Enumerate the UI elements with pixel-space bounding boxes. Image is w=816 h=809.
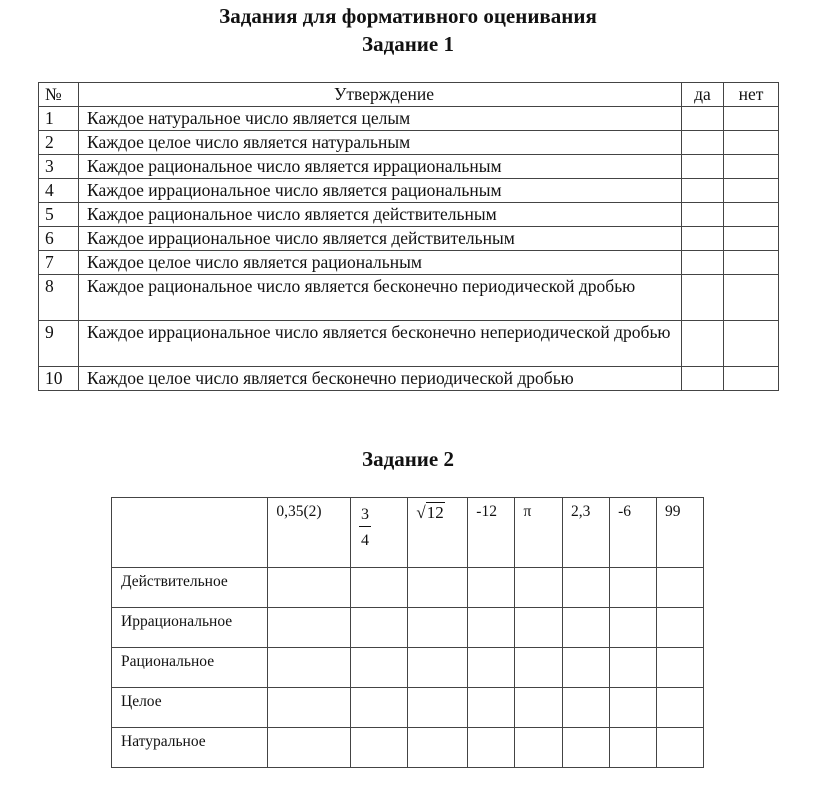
answer-cell[interactable]: [268, 608, 351, 648]
header-statement: Утверждение: [79, 83, 682, 107]
answer-cell[interactable]: [656, 648, 703, 688]
answer-cell[interactable]: [656, 728, 703, 768]
row-num: 9: [39, 321, 79, 367]
header-empty-cell: [112, 498, 268, 568]
answer-cell[interactable]: [515, 688, 563, 728]
row-statement: Каждое целое число является натуральным: [79, 131, 682, 155]
table-row: [39, 107, 779, 131]
table-header-row: [39, 83, 779, 107]
row-num: 7: [39, 251, 79, 275]
answer-yes-cell[interactable]: [682, 275, 724, 321]
header-sqrt-12: [408, 498, 468, 568]
answer-cell[interactable]: [563, 648, 610, 688]
answer-yes-cell[interactable]: [682, 251, 724, 275]
row-num: 1: [39, 107, 79, 131]
task1-table: [38, 82, 779, 391]
answer-no-cell[interactable]: [724, 131, 779, 155]
answer-cell[interactable]: [563, 688, 610, 728]
table-row: [112, 688, 704, 728]
table-row: [39, 131, 779, 155]
task2-table: [111, 497, 704, 768]
document-title: Задания для формативного оценивания: [219, 4, 597, 28]
answer-cell[interactable]: [515, 648, 563, 688]
table-row: [39, 367, 779, 391]
answer-cell[interactable]: [563, 568, 610, 608]
row-statement: Каждое иррациональное число является действительным: [79, 227, 682, 251]
row-label: Действительное: [112, 568, 268, 608]
answer-cell[interactable]: [610, 688, 657, 728]
row-num: 6: [39, 227, 79, 251]
answer-cell[interactable]: [468, 688, 515, 728]
answer-no-cell[interactable]: [724, 179, 779, 203]
row-label: Рациональное: [112, 648, 268, 688]
row-num: 10: [39, 367, 79, 391]
row-statement: Каждое рациональное число является действительным: [79, 203, 682, 227]
answer-cell[interactable]: [610, 648, 657, 688]
header-pi: π: [515, 498, 563, 568]
answer-cell[interactable]: [515, 728, 563, 768]
row-num: 3: [39, 155, 79, 179]
row-label: Натуральное: [112, 728, 268, 768]
row-statement: Каждое иррациональное число является бесконечно непериодической дробью: [79, 321, 682, 367]
answer-yes-cell[interactable]: [682, 227, 724, 251]
answer-no-cell[interactable]: [724, 227, 779, 251]
answer-cell[interactable]: [408, 568, 468, 608]
answer-yes-cell[interactable]: [682, 107, 724, 131]
answer-yes-cell[interactable]: [682, 367, 724, 391]
answer-cell[interactable]: [268, 688, 351, 728]
answer-cell[interactable]: [468, 728, 515, 768]
header-number-minus12: -12: [468, 498, 515, 568]
fraction-numerator: 3: [361, 506, 370, 523]
answer-cell[interactable]: [563, 608, 610, 648]
answer-yes-cell[interactable]: [682, 179, 724, 203]
row-statement: Каждое рациональное число является иррациональным: [79, 155, 682, 179]
row-num: 2: [39, 131, 79, 155]
answer-cell[interactable]: [468, 608, 515, 648]
answer-no-cell[interactable]: [724, 203, 779, 227]
row-num: 4: [39, 179, 79, 203]
answer-cell[interactable]: [656, 568, 703, 608]
row-statement: Каждое рациональное число является бесконечно периодической дробью: [79, 275, 682, 321]
table-row: [39, 179, 779, 203]
answer-cell[interactable]: [468, 568, 515, 608]
row-statement: Каждое целое число является бесконечно периодической дробью: [79, 367, 682, 391]
fraction-denominator: 4: [361, 532, 370, 549]
answer-cell[interactable]: [468, 648, 515, 688]
header-num: №: [39, 83, 79, 107]
answer-yes-cell[interactable]: [682, 155, 724, 179]
answer-cell[interactable]: [351, 608, 408, 648]
table-row: [39, 227, 779, 251]
table-header-row: [112, 498, 704, 568]
answer-cell[interactable]: [563, 728, 610, 768]
answer-cell[interactable]: [515, 568, 563, 608]
table-row: [39, 275, 779, 321]
row-num: 8: [39, 275, 79, 321]
table-row: [112, 648, 704, 688]
answer-cell[interactable]: [515, 608, 563, 648]
answer-cell[interactable]: [408, 608, 468, 648]
row-label: Иррациональное: [112, 608, 268, 648]
answer-cell[interactable]: [656, 688, 703, 728]
answer-cell[interactable]: [656, 608, 703, 648]
table-row: [112, 728, 704, 768]
answer-yes-cell[interactable]: [682, 131, 724, 155]
answer-no-cell[interactable]: [724, 251, 779, 275]
answer-cell[interactable]: [408, 688, 468, 728]
answer-cell[interactable]: [268, 568, 351, 608]
row-statement: Каждое натуральное число является целым: [79, 107, 682, 131]
header-yes: да: [682, 83, 724, 107]
answer-cell[interactable]: [610, 568, 657, 608]
answer-cell[interactable]: [351, 568, 408, 608]
answer-cell[interactable]: [408, 728, 468, 768]
table-row: [112, 608, 704, 648]
answer-cell[interactable]: [610, 608, 657, 648]
header-no: нет: [724, 83, 779, 107]
header-number-minus6: -6: [610, 498, 657, 568]
answer-no-cell[interactable]: [724, 321, 779, 367]
answer-cell[interactable]: [351, 728, 408, 768]
answer-no-cell[interactable]: [724, 155, 779, 179]
radicand: 12: [426, 503, 444, 522]
row-statement: Каждое иррациональное число является рациональным: [79, 179, 682, 203]
row-label: Целое: [112, 688, 268, 728]
task1-title: Задание 1: [362, 32, 454, 56]
answer-cell[interactable]: [268, 648, 351, 688]
answer-cell[interactable]: [408, 648, 468, 688]
header-number-99: 99: [656, 498, 703, 568]
answer-yes-cell[interactable]: [682, 321, 724, 367]
table-row: [39, 155, 779, 179]
answer-yes-cell[interactable]: [682, 203, 724, 227]
header-number-0352: 0,35(2): [268, 498, 351, 568]
row-statement: Каждое целое число является рациональным: [79, 251, 682, 275]
radical-sign-icon: √: [416, 503, 426, 522]
square-root: [416, 503, 444, 523]
header-number-2-3: 2,3: [563, 498, 610, 568]
table-row: [39, 251, 779, 275]
answer-no-cell[interactable]: [724, 275, 779, 321]
answer-no-cell[interactable]: [724, 107, 779, 131]
fraction: [359, 505, 371, 551]
row-num: 5: [39, 203, 79, 227]
table-row: [39, 203, 779, 227]
answer-cell[interactable]: [268, 728, 351, 768]
answer-cell[interactable]: [351, 648, 408, 688]
answer-cell[interactable]: [610, 728, 657, 768]
answer-no-cell[interactable]: [724, 367, 779, 391]
header-fraction-3-4: [351, 498, 408, 568]
table-row: [39, 321, 779, 367]
table-row: [112, 568, 704, 608]
task2-title: Задание 2: [362, 447, 454, 471]
answer-cell[interactable]: [351, 688, 408, 728]
